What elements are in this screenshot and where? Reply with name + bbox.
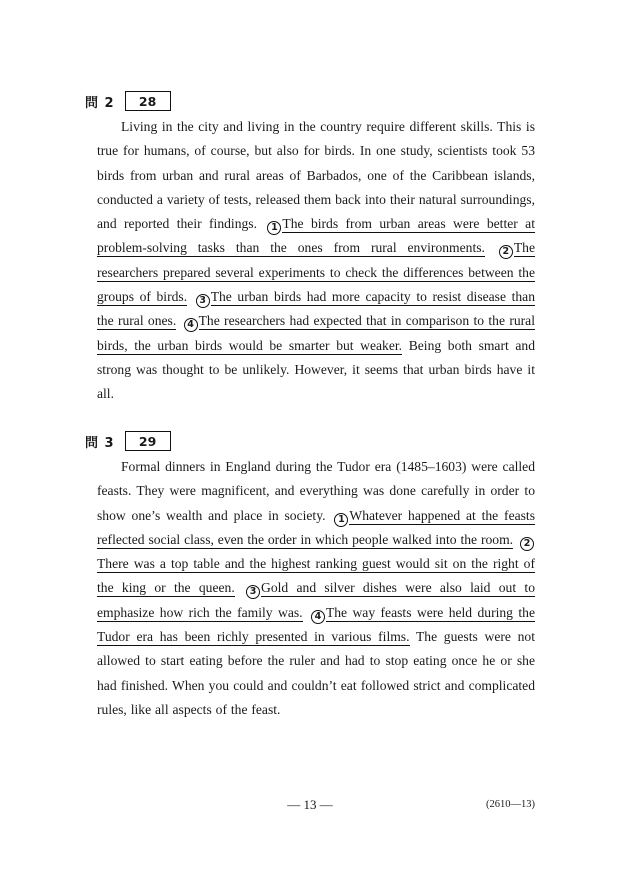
q3-option-4[interactable]: The way feasts were held during the Tudor era has been richly presented in various films. [97, 604, 535, 645]
q2-option-3-number: 3 [196, 294, 210, 308]
answer-box-28[interactable]: 28 [125, 91, 171, 111]
q3-option-1-number: 1 [334, 513, 348, 527]
q3-outro: The guests were not allowed to start eating before the ruler and had to stop eating once he or she had finished. When you could and couldn’t eat followed strict and complicated rules, like all aspects of the feast. [97, 629, 535, 717]
question-2-label: 問 2 [85, 95, 115, 111]
question-2-passage [97, 115, 535, 407]
question-3-header [85, 431, 171, 451]
q2-option-4-number: 4 [184, 318, 198, 332]
q2-option-1-number: 1 [267, 221, 281, 235]
q2-option-1[interactable]: The birds from urban areas were better at problem-solving tasks than the ones from rural environments. [97, 216, 535, 256]
q3-intro: Formal dinners in England during the Tudor era (1485–1603) were called feasts. They were magnificent, and everything was done carefully in order to show one’s wealth and place in society. [97, 459, 535, 523]
q2-option-4[interactable]: The researchers had expected that in comparison to the rural birds, the urban birds would be smarter but weaker. [97, 313, 535, 353]
q3-option-3-number: 3 [246, 585, 260, 599]
q3-option-4-number: 4 [311, 610, 325, 624]
answer-box-29[interactable]: 29 [125, 431, 171, 451]
question-3-label: 問 3 [85, 435, 115, 451]
question-2-header [85, 91, 171, 111]
q3-option-1[interactable]: Whatever happened at the feasts reflected social class, even the order in which people walked into the room. [97, 507, 535, 547]
q3-option-2[interactable]: There was a top table and the highest ranking guest would sit on the right of the king or the queen. [97, 556, 535, 596]
q3-option-3[interactable]: Gold and silver dishes were also laid out to emphasize how rich the family was. [97, 580, 535, 620]
q2-intro: Living in the city and living in the country require different skills. This is true for humans, of course, but also for birds. In one study, scientists took 53 birds from urban and rural areas of Barbados, one of the Caribbean islands, conducted a variety of tests, released them back into their natural surroundings, and reported their findings. [97, 119, 535, 232]
q2-option-3[interactable]: The urban birds had more capacity to resist disease than the rural ones. [97, 289, 535, 329]
page-code: (2610—13) [486, 799, 535, 810]
q2-option-2-number: 2 [499, 245, 513, 259]
q2-option-2[interactable]: The researchers prepared several experiments to check the differences between the groups of birds. [97, 240, 535, 305]
q2-outro: Being both smart and strong was thought to be unlikely. However, it seems that urban birds have it all. [97, 337, 536, 402]
page-number: — 13 — [287, 797, 333, 812]
question-3-passage [97, 455, 535, 722]
q3-option-2-number: 2 [520, 537, 534, 551]
